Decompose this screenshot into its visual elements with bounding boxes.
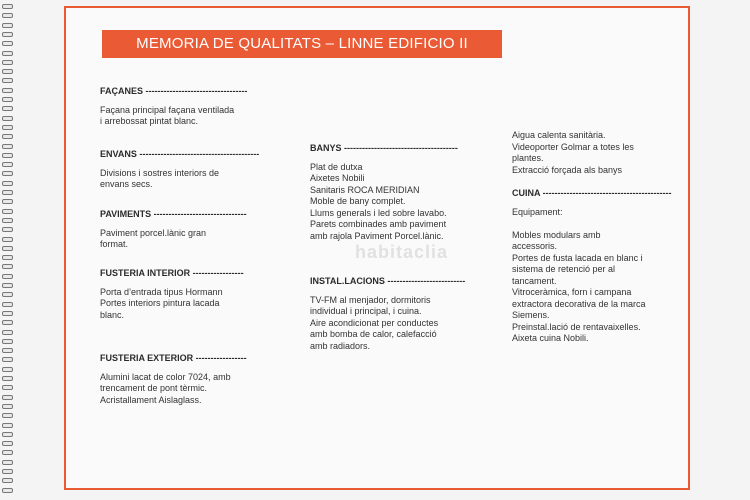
binding-ring (2, 339, 13, 344)
binding-ring (2, 78, 13, 83)
binding-ring (2, 171, 13, 176)
text-line: accessoris. (512, 241, 558, 251)
text-line: TV-FM al menjador, dormitoris (310, 294, 431, 305)
section-body (100, 372, 247, 407)
binding-ring (2, 255, 13, 260)
text-line: Portes de fusta lacada en blanc i (512, 252, 643, 263)
binding-ring (2, 357, 13, 362)
section-body (100, 228, 247, 251)
watermark: habitaclia (355, 242, 449, 262)
text-line: amb rajola Paviment Porcel.lànic. (310, 230, 444, 241)
section-heading: FAÇANES ---------------------------------- (100, 86, 248, 96)
binding-ring (2, 227, 13, 232)
binding-ring (2, 51, 13, 56)
section-paviments (100, 209, 247, 251)
text-line: Videoporter Golmar a totes les (512, 141, 634, 152)
text-line: Llums generals i led sobre lavabo. (310, 207, 447, 218)
binding-ring (2, 69, 13, 74)
binding-ring (2, 209, 13, 214)
binding-ring (2, 13, 13, 18)
text-line: plantes. (512, 153, 544, 163)
text-line: Paviment porcel.lànic gran (100, 227, 207, 238)
section-banys (310, 143, 458, 242)
section-body (100, 287, 244, 322)
text-line: Aixetes Nobili (310, 173, 365, 183)
text-line: Extracció forçada als banys (512, 164, 623, 175)
section-heading: PAVIMENTS ------------------------------- (100, 209, 247, 219)
binding-ring (2, 134, 13, 139)
binding-ring (2, 4, 13, 9)
text-line: Moble de bany complet. (310, 196, 406, 206)
binding-ring (2, 32, 13, 37)
binding-ring (2, 413, 13, 418)
binding-ring (2, 125, 13, 130)
binding-ring (2, 41, 13, 46)
text-line: Portes interiors pintura lacada (100, 298, 220, 308)
section-body (100, 105, 247, 128)
text-line: Porta d’entrada tipus Hormann (100, 286, 223, 297)
text-line: Acristallament Aislaglass. (100, 394, 202, 405)
spiral-binding (0, 0, 14, 500)
text-line: Alumini lacat de color 7024, amb (100, 371, 231, 382)
text-line: blanc. (100, 309, 125, 320)
binding-ring (2, 367, 13, 372)
binding-ring (2, 153, 13, 158)
binding-ring (2, 432, 13, 437)
text-line: tancament. (512, 275, 557, 286)
text-line: Siemens. (512, 310, 550, 320)
section-instalacions (310, 276, 465, 352)
text-line: Aire acondicionat per conductes (310, 317, 439, 328)
binding-ring (2, 395, 13, 400)
binding-ring (2, 97, 13, 102)
text-line: Preinstal.lació de rentavaixelles. (512, 321, 641, 332)
text-line: Parets combinades amb paviment (310, 219, 447, 229)
binding-ring (2, 404, 13, 409)
binding-ring (2, 311, 13, 316)
binding-ring (2, 320, 13, 325)
text-line: Aixeta cuina Nobili. (512, 333, 589, 343)
text-line: format. (100, 239, 129, 249)
binding-ring (2, 330, 13, 335)
binding-ring (2, 478, 13, 483)
text-line: amb radiadors. (310, 340, 371, 351)
binding-ring (2, 469, 13, 474)
binding-ring (2, 246, 13, 251)
text-line: Equipament: (512, 206, 563, 217)
binding-ring (2, 450, 13, 455)
binding-ring (2, 441, 13, 446)
text-line: extractora decorativa de la marca (512, 298, 646, 309)
section-body (512, 130, 634, 176)
binding-ring (2, 237, 13, 242)
section-envans (100, 149, 259, 191)
text-line: i arrebossat pintat blanc. (100, 116, 199, 126)
text-line: individual i principal, i cuina. (310, 306, 422, 316)
binding-ring (2, 106, 13, 111)
section-fusteria-exterior (100, 353, 247, 406)
binding-ring (2, 460, 13, 465)
text-line: sistema de retenció per al (512, 264, 616, 274)
binding-ring (2, 181, 13, 186)
binding-ring (2, 302, 13, 307)
page-title: MEMORIA DE QUALITATS – LINNE EDIFICIO II (102, 30, 502, 58)
text-line: Divisions i sostres interiors de (100, 167, 220, 178)
binding-ring (2, 144, 13, 149)
section-heading: INSTAL.LACIONS -------------------------- (310, 276, 466, 286)
binding-ring (2, 385, 13, 390)
binding-ring (2, 292, 13, 297)
text-line: Aigua calenta sanitària. (512, 130, 606, 140)
section-aigua (512, 130, 634, 176)
text-line: Façana principal façana ventilada (100, 104, 235, 115)
binding-ring (2, 162, 13, 167)
section-cuina (512, 188, 672, 345)
binding-ring (2, 60, 13, 65)
section-heading: CUINA ------------------------------------------- (512, 188, 672, 198)
section-heading: ENVANS ---------------------------------------- (100, 149, 260, 159)
section-body (310, 162, 458, 243)
binding-ring (2, 264, 13, 269)
section-fusteria-interior (100, 268, 244, 321)
text-line: trencament de pont tèrmic. (100, 383, 208, 393)
text-line: Sanitaris ROCA MERIDIAN (310, 184, 420, 195)
section-body (100, 168, 259, 191)
binding-ring (2, 283, 13, 288)
section-body (512, 207, 672, 345)
section-facanes (100, 86, 247, 128)
text-line (512, 218, 672, 230)
text-line: Plat de dutxa (310, 161, 363, 172)
binding-ring (2, 116, 13, 121)
text-line: Mobles modulars amb (512, 229, 601, 240)
section-body (310, 295, 465, 353)
section-heading: FUSTERIA INTERIOR ----------------- (100, 268, 244, 278)
section-heading: FUSTERIA EXTERIOR ----------------- (100, 353, 247, 363)
binding-ring (2, 488, 13, 493)
binding-ring (2, 190, 13, 195)
binding-ring (2, 199, 13, 204)
text-line: amb bomba de calor, calefacció (310, 329, 437, 339)
binding-ring (2, 274, 13, 279)
binding-ring (2, 423, 13, 428)
text-line: Vitroceràmica, forn i campana (512, 287, 632, 297)
binding-ring (2, 348, 13, 353)
section-heading: BANYS -------------------------------------- (310, 143, 458, 153)
text-line: envans secs. (100, 179, 153, 189)
binding-ring (2, 88, 13, 93)
binding-ring (2, 23, 13, 28)
binding-ring (2, 218, 13, 223)
binding-ring (2, 376, 13, 381)
